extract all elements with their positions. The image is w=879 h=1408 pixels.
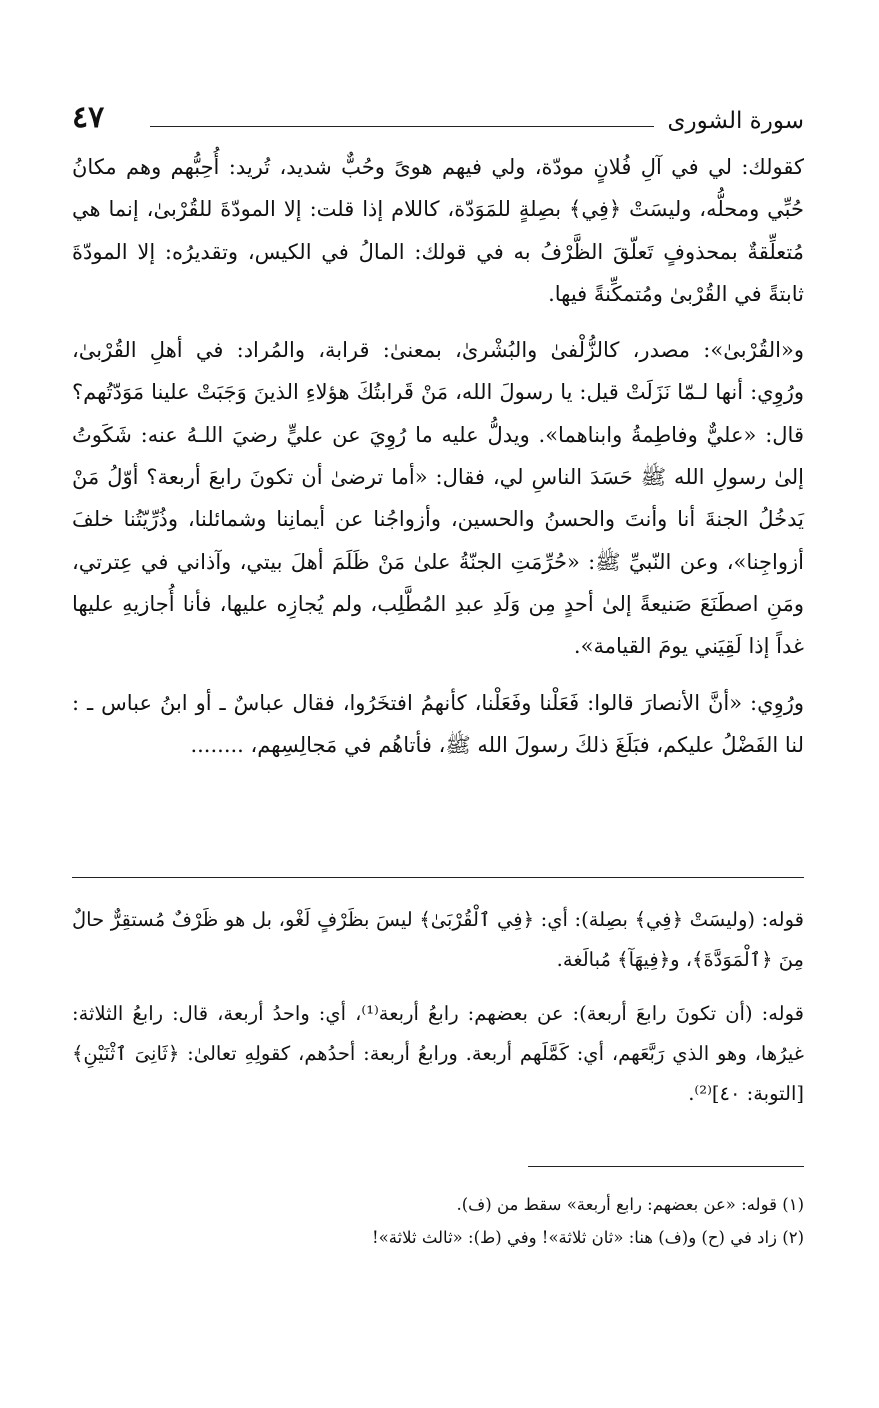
running-header: [72, 100, 804, 140]
main-text-divider: [72, 877, 804, 878]
footnote-separator: [528, 1166, 804, 1167]
header-rule: [150, 126, 654, 127]
commentary-paragraph-1: قوله: (وليسَتْ ﴿فِي﴾ بصِلة): أي: ﴿فِي ٱلْقُرْبَىٰ﴾ ليسَ بظَرْفٍ لَغْو، بل هو ظَرْفٌ مُستقِرٌّ حالٌ مِنَ ﴿ٱلْمَوَدَّةَ﴾، و﴿فِيهَآ﴾ مُبالَغة.: [72, 908, 804, 971]
main-paragraph-2: و«القُرْبىٰ»: مصدر، كالزُّلْفىٰ والبُشْرىٰ، بمعنىٰ: قرابة، والمُراد: في أهلِ القُرْبىٰ، ورُوِي: أنها لـمّا نَزَلَتْ قيل: يا رسولَ الله، مَنْ قَرابتُكَ هؤلاءِ الذينَ وَجَبَتْ علينا مَوَدّتُهم؟ قال: «عليٌّ وفاطِمةُ وابناهما». ويدلُّ عليه ما رُوِيَ عن عليٍّ رضيَ اللـهُ عنه: شَكَوتُ إلىٰ رسولِ الله ﷺ حَسَدَ الناسِ لي، فقال: «أما ترضىٰ أن تكونَ رابعَ أربعة؟ أوّلُ مَنْ يَدخُلُ الجنةَ أنا وأنتَ والحسنُ والحسين، وأزواجُنا عن أيمانِنا وشمائلنا، وذُرِّيّتُنا خلفَ أزواجِنا»، وعن النّبيِّ ﷺ: «حُرِّمَتِ الجنّةُ علىٰ مَنْ ظَلَمَ أهلَ بيتي، وآذاني في عِترتي، ومَنِ اصطَنَعَ صَنيعةً إلىٰ أحدٍ مِن وَلَدِ عبدِ المُطَّلِب، ولم يُجازِه عليها، فأنا أُجازيهِ عليها غداً إذا لَقِيَني يومَ القيامة».: [72, 338, 804, 659]
footnote-1: (١) قوله: «عن بعضهم: رابع أربعة» سقط من (ف).: [456, 1195, 804, 1214]
surah-title: سورة الشورى: [667, 108, 804, 134]
main-text: [72, 146, 804, 766]
page-number: ٤٧: [72, 100, 105, 135]
main-paragraph-3: ورُوِي: «أنَّ الأنصارَ قالوا: فَعَلْنا وفَعَلْنا، كأنهمُ افتخَرُوا، فقال عباسٌ ـ أو ابنُ عباس ـ : لنا الفَضْلُ عليكم، فبَلَغَ ذلكَ رسولَ الله ﷺ، فأتاهُم في مَجالِسِهم، ........: [72, 690, 804, 757]
footnote-2: (٢) زاد في (ح) و(ف) هنا: «ثان ثلاثة»! وفي (ط): «ثالث ثلاثة»!: [371, 1228, 804, 1247]
commentary-paragraph-2: قوله: (أن تكونَ رابعَ أربعة): عن بعضهم: رابعُ أربعة⁽¹⁾، أي: واحدُ أربعة، قال: رابعُ الثلاثة: غيرُها، وهو الذي رَبَّعَهم، أي: كَمَّلَهم أربعة. ورابعُ أربعة: أحدُهم، كقولِهِ تعالىٰ: ﴿ثَانِىَ ٱثْنَيْنِ﴾ [التوبة: ٤٠]⁽²⁾.: [72, 1002, 805, 1105]
commentary: [72, 900, 804, 1114]
footnotes: [72, 1190, 804, 1256]
main-paragraph-1: كقولك: لي في آلِ فُلانٍ مودّة، ولي فيهم هوىً وحُبٌّ شديد، تُريد: أُحِبُّهم وهم مكانُ حُبِّي ومحلُّه، وليسَتْ ﴿فِي﴾ بصِلةٍ للمَوَدّة، كاللام إذا قلت: إلا المودّةَ للقُرْبىٰ، إنما هي مُتعلِّقةٌ بمحذوفٍ تَعلّقَ الظَّرْفُ به في قولك: المالُ في الكيس، وتقديرُه: إلا المودّةَ ثابتةً في القُرْبىٰ ومُتمكِّنةً فيها.: [72, 155, 804, 306]
